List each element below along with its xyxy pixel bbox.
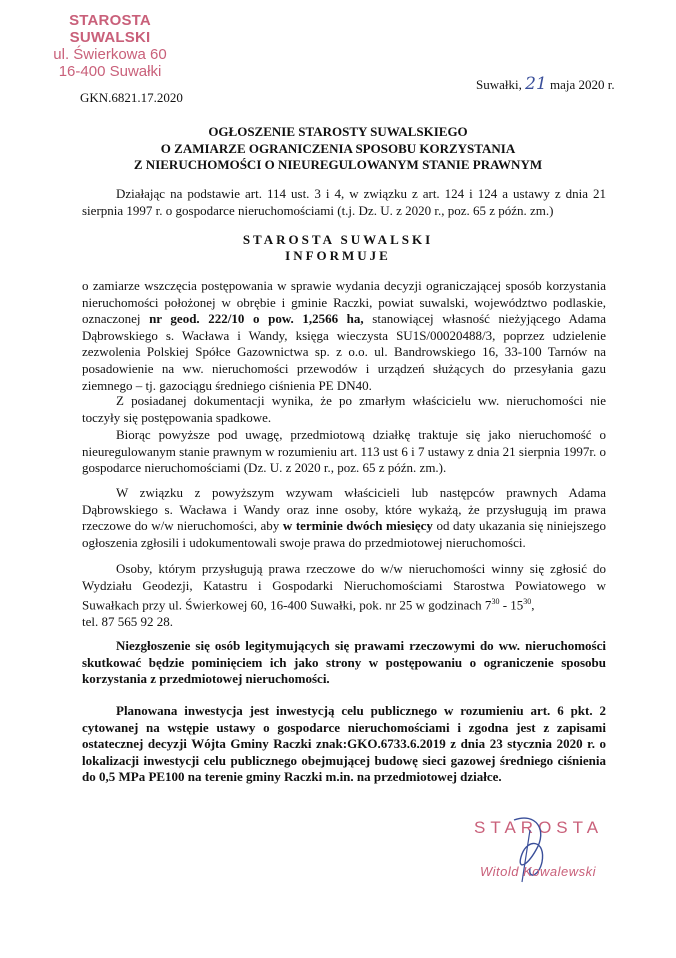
p5-phone: tel. 87 565 92 28.: [82, 614, 173, 630]
signature-block: [456, 810, 636, 890]
p5-hour-end-sup: 30: [523, 597, 532, 607]
signature-name: Witold Kowalewski: [480, 864, 597, 879]
paragraph-7: Planowana inwestycja jest inwestycją celu publicznego w rozumieniu art. 6 pkt. 2 cytowanej na wstępie ustawy o gospodarce nieruchomościami i zgodna jest z zapisami ostatecznej decyzji Wójta Gminy Raczki znak:GKO.6733.6.2019 z dnia 23 stycznia 2020 r. o lokalizacji inwestycji celu publicznego obejmującej budowę sieci gazowej średniego ciśnienia do 0,5 MPa PE100 na terenie gminy Raczki m.in. na przedmiotowej działce.: [82, 703, 606, 785]
office-stamp: [30, 12, 190, 80]
paragraph-3: Biorąc powyższe pod uwagę, przedmiotową działkę traktuje się jako nieruchomość o nieuregulowanym stanie prawnym w rozumieniu art. 113 ust 6 i 7 ustawy z dnia 21 sierpnia 1997r. o gospodarce nieruchomościami (Dz. U. z 2020 r., poz. 65 z późn. zm.).: [82, 427, 606, 476]
date-suffix: maja 2020 r.: [550, 77, 615, 92]
reference-number: GKN.6821.17.2020: [80, 90, 183, 105]
p5-text-mid: - 15: [499, 597, 524, 613]
intro-paragraph: Działając na podstawie art. 114 ust. 3 i 4, w związku z art. 124 i 124 a ustawy z dnia 21 sierpnia 1997 r. o gospodarce nieruchomościami (t.j. Dz. U. z 2020 r., poz. 65 z późn. zm.): [82, 186, 606, 218]
stamp-line-2: ul. Świerkowa 60: [53, 46, 167, 63]
announcement-title: [0, 124, 676, 174]
paragraph-4: [82, 485, 606, 551]
heading-line-1: STAROSTA SUWALSKI: [242, 232, 434, 247]
title-line-1: OGŁOSZENIE STAROSTY SUWALSKIEGO: [208, 124, 468, 139]
title-line-3: Z NIERUCHOMOŚCI O NIEUREGULOWANYM STANIE PRAWNYM: [133, 157, 543, 172]
p4-deadline: w terminie dwóch miesięcy: [282, 518, 433, 534]
stamp-line-3: 16-400 Suwałki: [58, 63, 162, 80]
title-line-2: O ZAMIARZE OGRANICZENIA SPOSOBU KORZYSTANIA: [160, 140, 516, 156]
p5-hour-start-sup: 30: [491, 597, 500, 607]
document-date: [476, 74, 615, 94]
paragraph-5: [82, 561, 606, 631]
signature-title: STAROSTA: [474, 818, 604, 837]
p1-parcel: nr geod. 222/10 o pow. 1,2566 ha,: [149, 311, 364, 327]
paragraph-2: Z posiadanej dokumentacji wynika, że po zmarłym właścicielu ww. nieruchomości nie toczyły się postępowania spadkowe.: [82, 393, 606, 425]
p1-text-c: stanowiącej własność nieżyjącego Adama Dąbrowskiego s. Wacława i Wandy, księga wieczysta SU1S/00020488/3, poprzez udzielenie zezwolenia Polskiej Spółce Gazownictwa sp. z o.o. ul. Bandrowskiego 16, 33-100 Tarnów na posadowienie na ww. nieruchomości przewodów i urządzeń służących do przesyłania gazu ziemnego – tj. gazociągu średniego ciśnienia PE DN40.: [82, 311, 606, 393]
heading: [0, 232, 676, 264]
p5-text-a: Osoby, którym przysługują prawa rzeczowe do w/w nieruchomości winny się zgłosić do Wydziału Geodezji, Katastru i Gospodarki Nieruchomościami Starostwa Powiatowego w Suwałkach przy ul. Świerkowej 60, 16-400 Suwałki, pok. nr 25 w godzinach 7: [82, 561, 606, 613]
p5-text-b: ,: [531, 597, 535, 613]
paragraph-1: [82, 278, 606, 394]
heading-line-2: INFORMUJE: [285, 248, 391, 263]
date-day-handwritten: 21: [525, 74, 547, 94]
stamp-line-1: STAROSTA SUWALSKI: [69, 12, 151, 46]
p4-text-a: W związku z powyższym wzywam właścicieli lub następców prawnych Adama Dąbrowskiego s. Wacława i Wandy oraz inne osoby, które wykażą, że przysługują im prawa rzeczowe do w/w nieruchomości, aby: [82, 485, 606, 534]
p4-text-c: od daty ukazania się niniejszego ogłoszenia zgłosili i udokumentowali swoje prawa do przedmiotowej nieruchomości.: [82, 518, 606, 550]
p1-text-a: o zamiarze wszczęcia postępowania w sprawie wydania decyzji ograniczającej sposób korzystania nieruchomości położonej w obrębie i gminie Raczki, powiat suwalski, województwo podlaskie, oznaczonej: [82, 278, 606, 327]
date-prefix: Suwałki,: [476, 77, 522, 92]
paragraph-6: Niezgłoszenie się osób legitymujących się prawami rzeczowymi do ww. nieruchomości skutkować będzie pominięciem ich jako strony w postępowaniu o ograniczenie sposobu korzystania z przedmiotowej nieruchomości.: [82, 638, 606, 687]
